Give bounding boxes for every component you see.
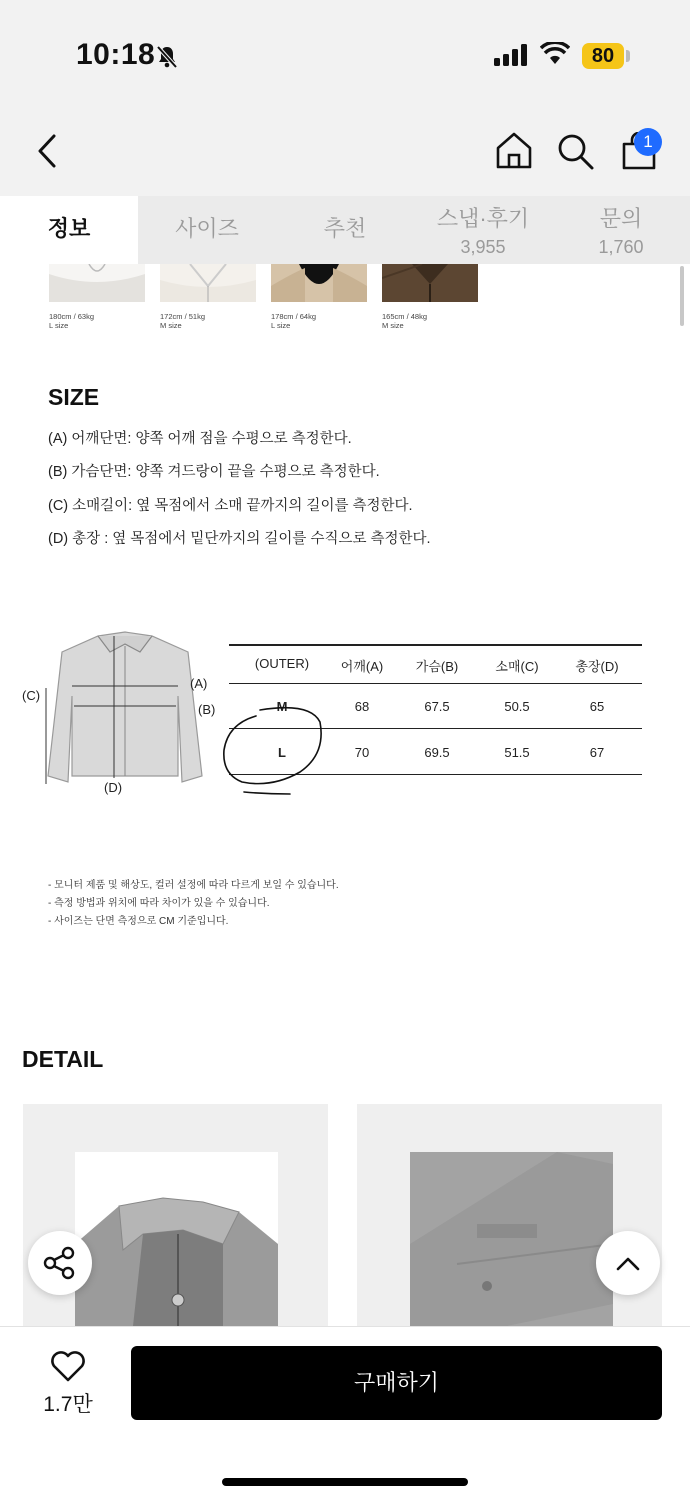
tab-qna[interactable] <box>552 196 690 264</box>
tab-snap-review[interactable] <box>414 196 552 264</box>
buy-button[interactable]: 구매하기 <box>131 1346 662 1420</box>
scroll-top-button[interactable] <box>596 1231 660 1295</box>
tab-label: 문의 <box>599 206 643 231</box>
tab-count: 1,760 <box>598 237 644 257</box>
diagram-label-b: (B) <box>198 702 216 717</box>
model-caption: 180cm / 63kg L size <box>49 312 95 330</box>
model-caption: 172cm / 51kg M size <box>160 312 206 330</box>
detail-section-title: DETAIL <box>22 1046 104 1072</box>
model-photo[interactable] <box>271 264 367 302</box>
table-header: 총장(D) <box>575 659 619 674</box>
size-note: - 사이즈는 단면 측정으로 CM 기준입니다. <box>48 916 229 927</box>
cellular-signal-icon <box>494 44 528 71</box>
table-header: 소매(C) <box>495 659 539 674</box>
table-cell: 65 <box>589 699 605 714</box>
home-icon[interactable] <box>494 130 534 175</box>
scrollbar[interactable] <box>680 266 684 326</box>
jacket-measurement-diagram <box>40 626 210 801</box>
like-count: 1.7만 <box>43 1393 93 1416</box>
table-cell: 50.5 <box>504 699 530 714</box>
table-cell: 67.5 <box>424 699 450 714</box>
tab-label: 추천 <box>323 216 367 241</box>
diagram-label-d: (D) <box>104 780 123 795</box>
model-photo[interactable] <box>49 264 145 302</box>
table-cell: M <box>276 699 288 714</box>
back-arrow-icon[interactable] <box>34 132 62 175</box>
search-icon[interactable] <box>556 132 596 177</box>
size-definition-line: (B) 가슴단면: 양쪽 겨드랑이 끝을 수평으로 측정한다. <box>48 464 380 480</box>
diagram-label-a: (A) <box>190 676 208 691</box>
battery-indicator: 80 <box>582 43 624 69</box>
share-button[interactable] <box>28 1231 92 1295</box>
tab-size[interactable] <box>138 196 276 264</box>
home-indicator <box>222 1478 468 1486</box>
size-definition-line: (A) 어깨단면: 양쪽 어깨 점을 수평으로 측정한다. <box>48 431 352 447</box>
table-cell: 70 <box>354 745 370 760</box>
tab-count: 3,955 <box>460 237 506 257</box>
tab-recommend[interactable] <box>276 196 414 264</box>
size-note: - 모니터 제품 및 해상도, 컬러 설정에 따라 다르게 보일 수 있습니다. <box>48 880 339 891</box>
size-note: - 측정 방법과 위치에 따라 차이가 있을 수 있습니다. <box>48 898 270 909</box>
tab-label: 스냅·후기 <box>436 206 530 231</box>
hand-drawn-circle-annotation <box>220 704 330 803</box>
size-section-title: SIZE <box>48 384 100 410</box>
chevron-up-icon <box>596 1231 660 1295</box>
table-cell: L <box>278 745 286 760</box>
size-definition-line: (D) 총장 : 옆 목점에서 밑단까지의 길이를 수직으로 측정한다. <box>48 531 431 547</box>
battery-cap <box>626 50 630 62</box>
model-photo[interactable] <box>382 264 478 302</box>
wifi-icon <box>540 42 570 71</box>
size-definition-line: (C) 소매길이: 옆 목점에서 소매 끝까지의 길이를 측정한다. <box>48 498 413 514</box>
tab-info[interactable] <box>0 196 138 264</box>
table-rule <box>229 644 642 646</box>
model-caption: 165cm / 48kg M size <box>382 312 428 330</box>
tab-label: 사이즈 <box>175 216 239 241</box>
silent-bell-icon <box>154 44 180 75</box>
table-cell: 68 <box>354 699 370 714</box>
model-photo[interactable] <box>160 264 256 302</box>
table-header: 어깨(A) <box>340 659 384 674</box>
table-header: 가슴(B) <box>415 659 459 674</box>
table-rule <box>229 683 642 684</box>
cart-count-badge: 1 <box>634 128 662 156</box>
status-time: 10:18 <box>76 38 156 71</box>
table-cell: 67 <box>589 745 605 760</box>
model-caption: 178cm / 64kg L size <box>271 312 317 330</box>
table-cell: 51.5 <box>504 745 530 760</box>
share-icon <box>28 1231 92 1295</box>
table-cell: 69.5 <box>424 745 450 760</box>
like-heart-icon[interactable] <box>50 1350 86 1387</box>
diagram-label-c: (C) <box>22 688 41 703</box>
table-header: (OUTER) <box>254 656 310 671</box>
tab-label: 정보 <box>47 216 91 241</box>
